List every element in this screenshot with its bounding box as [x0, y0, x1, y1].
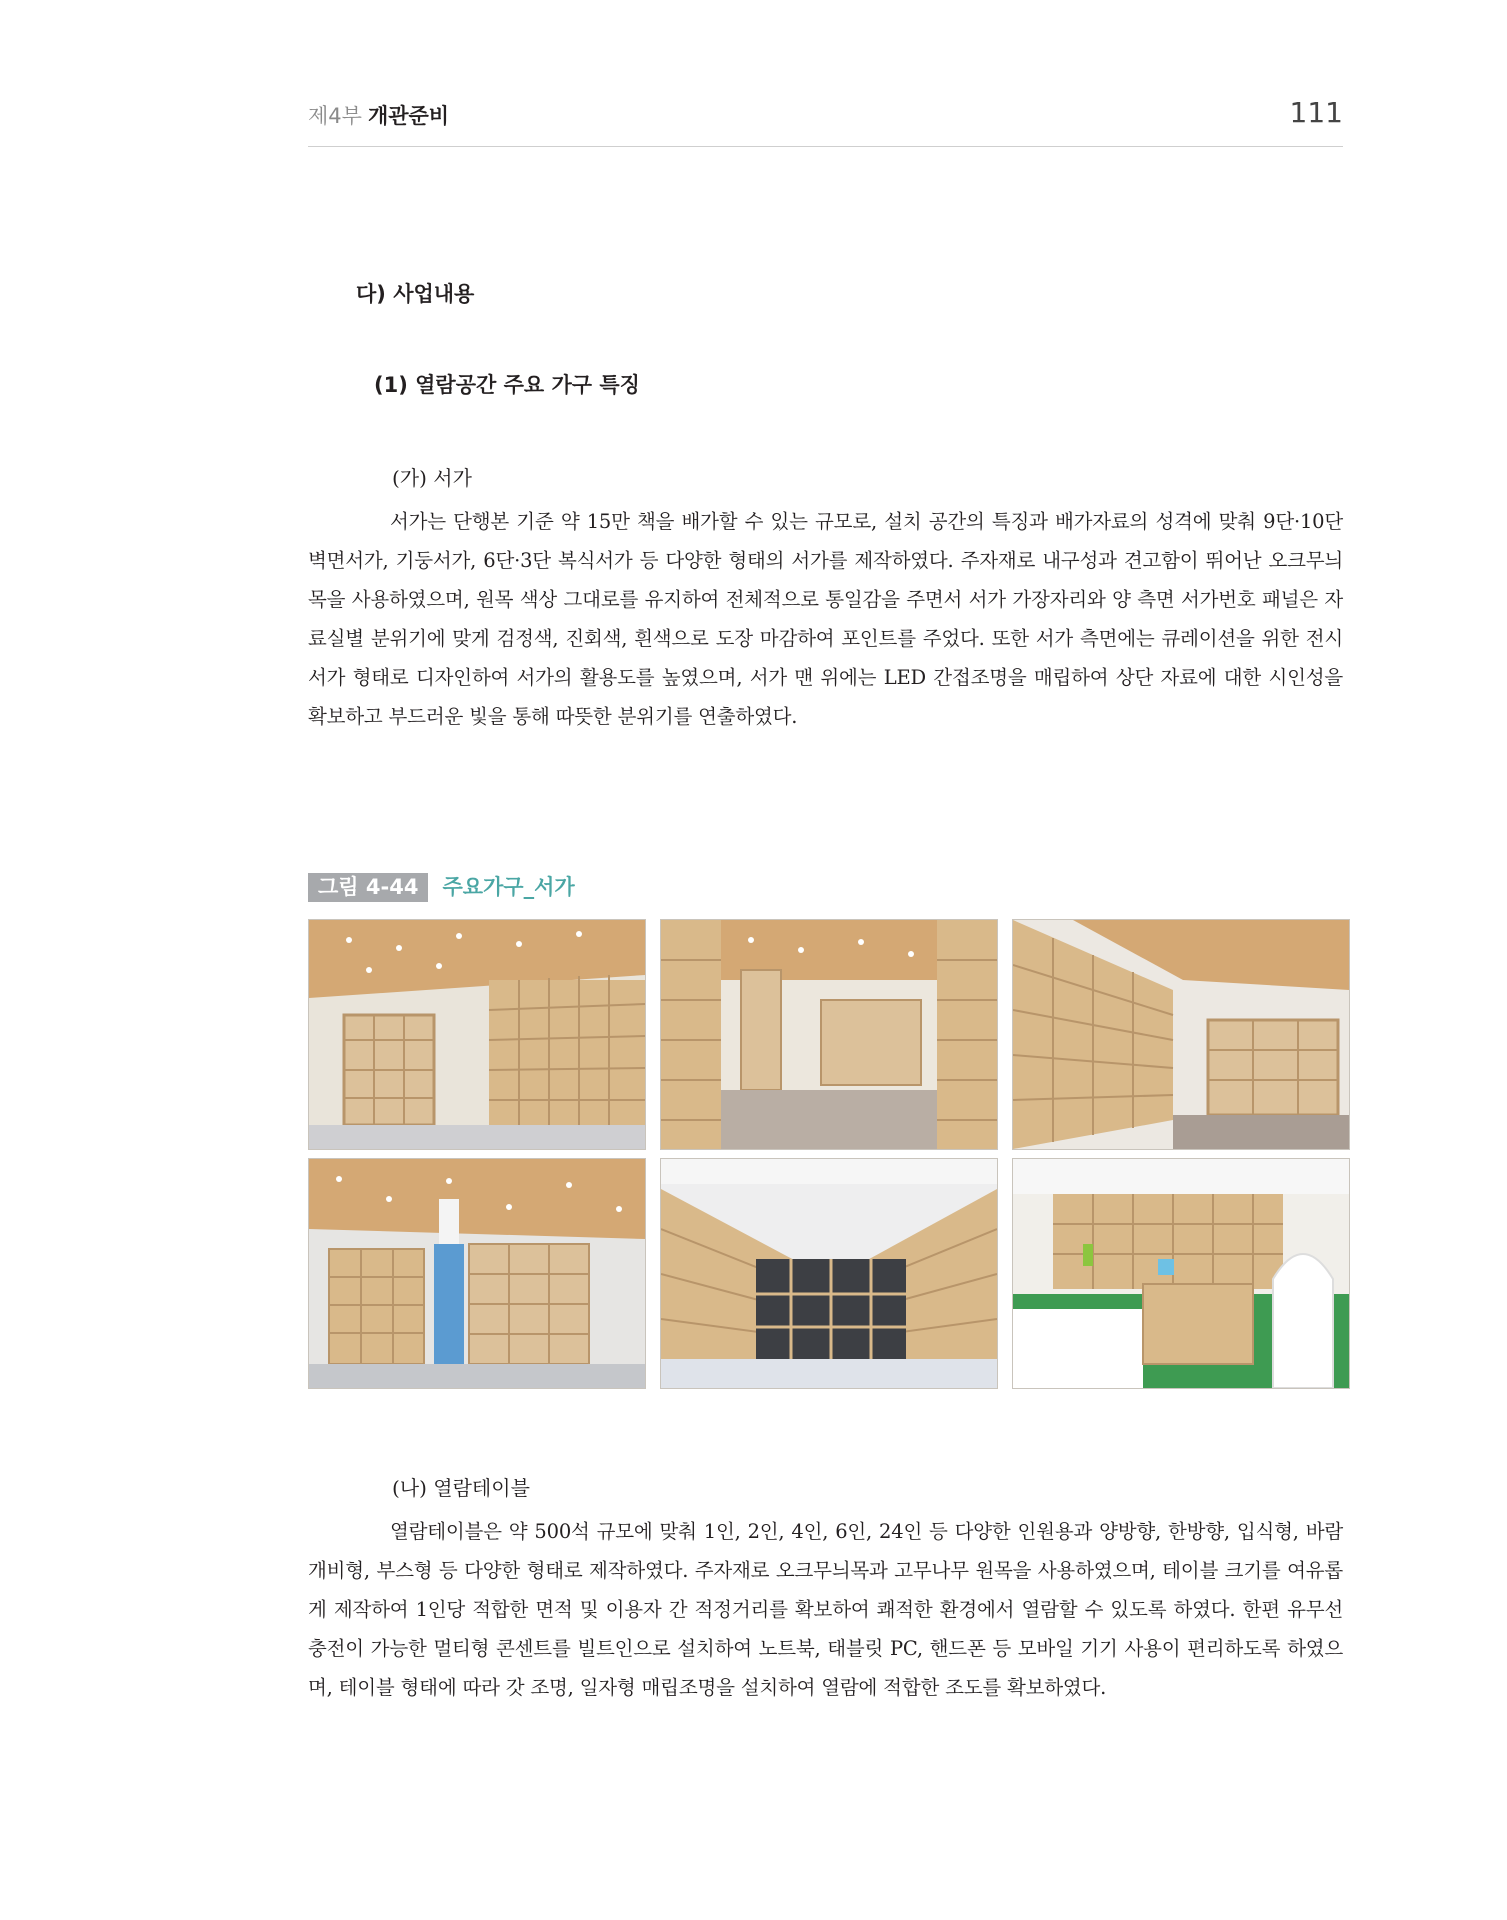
bookshelf-photo-5 [660, 1158, 998, 1389]
bookshelf-paragraph: 서가는 단행본 기준 약 15만 책을 배가할 수 있는 규모로, 설치 공간의 특징과 배가자료의 성격에 맞춰 9단·10단 벽면서가, 기둥서가, 6단·3단 복식서가 등 다양한 형태의 서가를 제작하였다. 주자재로 내구성과 견고함이 뛰어난 오크무늬목을 사용하였으며, 원목 색상 그대로를 유지하여 전체적으로 통일감을 주면서 서가 가장자리와 양 측면 서가번호 패널은 자료실별 분위기에 맞게 검정색, 진회색, 흰색으로 도장 마감하여 포인트를 주었다. 또한 서가 측면에는 큐레이션을 위한 전시서가 형태로 디자인하여 서가의 활용도를 높였으며, 서가 맨 위에는 LED 간접조명을 매립하여 상단 자료에 대한 시인성을 확보하고 부드러운 빛을 통해 따뜻한 분위기를 연출하였다. [308, 510, 1343, 728]
reading-table-heading: (나) 열람테이블 [392, 1476, 530, 1500]
figure-number: 그림 4-44 [308, 873, 428, 902]
figure-title: 주요가구_서가 [442, 875, 575, 899]
part-number: 제4부 [308, 104, 362, 128]
bookshelf-photo-4 [308, 1158, 646, 1389]
part-title: 개관준비 [367, 104, 450, 128]
bookshelf-photo-2 [660, 919, 998, 1150]
figure-caption [308, 873, 575, 902]
part-label [308, 100, 449, 130]
bookshelf-heading: (가) 서가 [392, 466, 472, 490]
page-header [308, 98, 1343, 147]
subsection-heading: (1) 열람공간 주요 가구 특징 [374, 373, 640, 397]
bookshelf-photo-6 [1012, 1158, 1350, 1389]
bookshelf-photo-3 [1012, 919, 1350, 1150]
section-heading: 다) 사업내용 [356, 282, 475, 306]
page-number: 111 [1289, 96, 1343, 129]
reading-table-paragraph: 열람테이블은 약 500석 규모에 맞춰 1인, 2인, 4인, 6인, 24인 등 다양한 인원용과 양방향, 한방향, 입식형, 바람개비형, 부스형 등 다양한 형태로 제작하였다. 주자재로 오크무늬목과 고무나무 원목을 사용하였으며, 테이블 크기를 여유롭게 제작하여 1인당 적합한 면적 및 이용자 간 적정거리를 확보하여 쾌적한 환경에서 열람할 수 있도록 하였다. 한편 유무선 충전이 가능한 멀티형 콘센트를 빌트인으로 설치하여 노트북, 태블릿 PC, 핸드폰 등 모바일 기기 사용이 편리하도록 하였으며, 테이블 형태에 따라 갓 조명, 일자형 매립조명을 설치하여 열람에 적합한 조도를 확보하였다. [308, 1520, 1343, 1699]
bookshelf-photo-1 [308, 919, 646, 1150]
